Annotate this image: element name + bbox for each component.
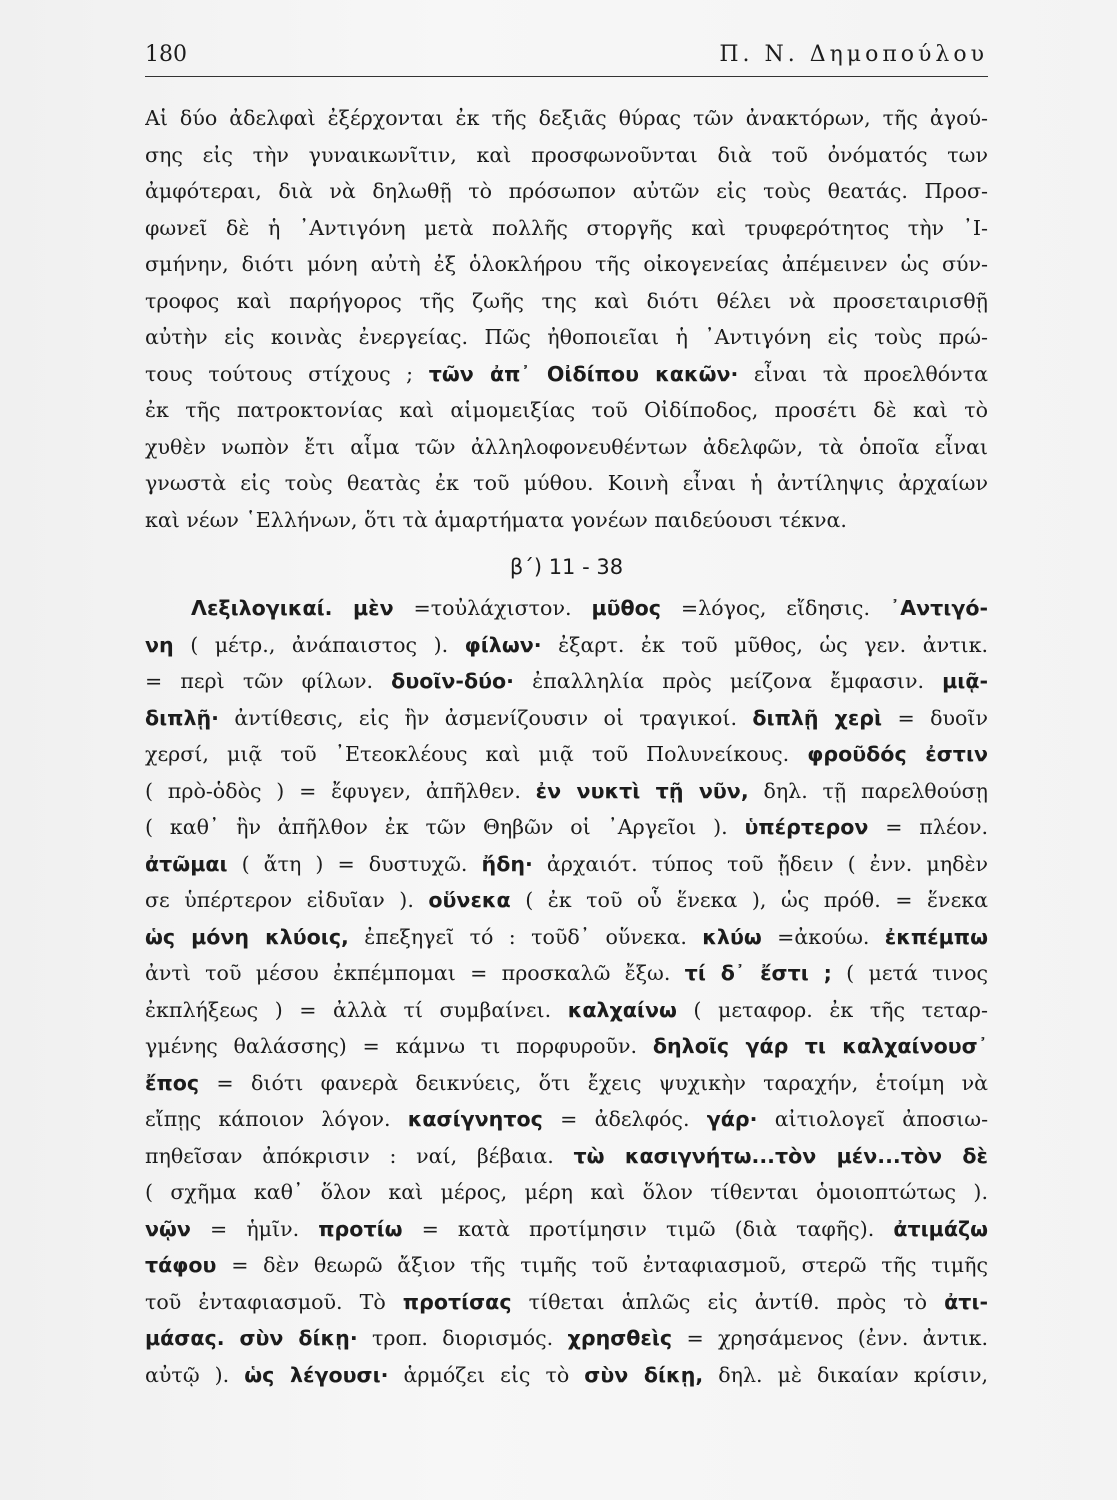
glossary-gloss: =λόγος, εἴδησις. bbox=[680, 596, 870, 620]
glossary-term: μῦθος bbox=[591, 596, 662, 620]
glossary-gloss: ἐπεξηγεῖ τό : τοῦδ᾿ οὕνεκα. bbox=[364, 924, 687, 949]
glossary-line bbox=[145, 590, 988, 627]
glossary-gloss: ( πρὸ-ὁδὸς ) = ἔφυγεν, ἀπῆλθεν. bbox=[145, 778, 521, 803]
glossary-gloss: ( ἐκ τοῦ οὗ ἕνεκα ), ὡς πρόθ. = ἕνεκα bbox=[525, 888, 988, 912]
glossary-term: γάρ· bbox=[706, 1107, 758, 1131]
glossary-gloss: ἀντίθεσις, εἰς ἣν ἀσμενίζουσιν οἱ τραγικοί. bbox=[234, 705, 738, 730]
text-line: τροφος καὶ παρήγορος τῆς ζωῆς της καὶ διότι θέλει νὰ προσεταιρισθῇ bbox=[145, 288, 988, 313]
glossary-gloss: = ἡμῖν. bbox=[210, 1216, 300, 1241]
glossary-term: ἀτι- bbox=[944, 1289, 988, 1314]
glossary-line bbox=[145, 1065, 988, 1102]
glossary-term: μάσας. σὺν δίκῃ· bbox=[145, 1326, 358, 1350]
glossary-term: ὑπέρτερον bbox=[744, 815, 869, 839]
glossary-term: φροῦδός ἐστιν bbox=[807, 742, 988, 766]
glossary-gloss: ἁρμόζει εἰς τὸ bbox=[403, 1362, 570, 1387]
glossary-term: τὼ κασιγνήτω...τὸν μέν...τὸν δὲ bbox=[573, 1143, 988, 1168]
glossary-term: ἐκπέμπω bbox=[884, 924, 988, 949]
glossary-gloss: ἐπαλληλία πρὸς μείζονα ἔμφασιν. bbox=[532, 669, 925, 693]
glossary-line bbox=[145, 919, 988, 956]
glossary-gloss: αἰτιολογεῖ ἀποσιω- bbox=[774, 1107, 988, 1131]
page-header bbox=[145, 40, 988, 77]
quoted-term: τῶν ἀπ᾿ Οἰδίπου κακῶν· bbox=[428, 361, 739, 386]
glossary-gloss: = δὲν θεωρῶ ἄξιον τῆς τιμῆς τοῦ ἐνταφιασμοῦ, στερῶ τῆς τιμῆς bbox=[231, 1253, 988, 1277]
glossary-gloss: = κατὰ προτίμησιν τιμῶ (διὰ ταφῆς). bbox=[421, 1216, 875, 1241]
glossary-line bbox=[145, 1320, 988, 1357]
glossary-term: ἤδη· bbox=[481, 851, 533, 876]
text-line: αὐτὴν εἰς κοινὰς ἐνεργείας. Πῶς ἠθοποιεῖαι ἡ ᾿Αντιγόνη εἰς τοὺς πρώ- bbox=[145, 325, 988, 349]
text-run: τους τούτους στίχους ; bbox=[145, 361, 414, 386]
glossary-line bbox=[145, 1138, 988, 1175]
glossary-gloss: ( μετά τινος bbox=[846, 961, 988, 985]
glossary-gloss: πηθεῖσαν ἀπόκρισιν : ναί, βέβαια. bbox=[145, 1143, 554, 1168]
text-run: εἶναι τὰ προελθόντα bbox=[753, 361, 988, 386]
glossary-line bbox=[145, 1357, 988, 1394]
glossary-line bbox=[145, 773, 988, 810]
glossary-line bbox=[145, 627, 988, 664]
section-heading: β΄) 11 - 38 bbox=[509, 555, 624, 579]
page-number: 180 bbox=[145, 42, 187, 67]
glossary-gloss: = δυοῖν bbox=[897, 705, 988, 730]
text-line: σης εἰς τὴν γυναικωνῖτιν, καὶ προσφωνοῦνται διὰ τοῦ ὀνόματός των bbox=[145, 142, 988, 167]
glossary-gloss: ( μεταφορ. ἐκ τῆς τεταρ- bbox=[693, 997, 988, 1022]
commentary-paragraph bbox=[145, 100, 988, 538]
glossary-gloss: εἴπῃς κάποιον λόγον. bbox=[145, 1107, 391, 1131]
glossary-term: μιᾷ- bbox=[942, 669, 988, 693]
glossary-line bbox=[145, 663, 988, 700]
text-line: ἀμφότεραι, διὰ νὰ δηλωθῇ τὸ πρόσωπον αὐτῶν εἰς τοὺς θεατάς. Προσ- bbox=[145, 179, 988, 203]
glossary-gloss: ἀντὶ τοῦ μέσου ἐκπέμπομαι = προσκαλῶ ἔξω. bbox=[145, 961, 671, 985]
glossary-gloss: =ἀκούω. bbox=[777, 924, 870, 949]
glossary-term: προτίσας bbox=[402, 1289, 512, 1314]
glossary-gloss: τίθεται ἁπλῶς εἰς ἀντίθ. πρὸς τὸ bbox=[528, 1289, 928, 1314]
text-line: γνωστὰ εἰς τοὺς θεατὰς ἐκ τοῦ μύθου. Κοινὴ εἶναι ἡ ἀντίληψις ἀρχαίων bbox=[145, 471, 988, 495]
glossary-term: ὡς λέγουσι· bbox=[244, 1362, 389, 1387]
glossary-term: κλύω bbox=[702, 924, 762, 949]
glossary-gloss: = περὶ τῶν φίλων. bbox=[145, 669, 374, 693]
glossary-gloss: τοῦ ἐνταφιασμοῦ. Τὸ bbox=[145, 1289, 386, 1314]
glossary-term: σὺν δίκῃ, bbox=[584, 1362, 704, 1387]
glossary-term: Λεξιλογικαί. μὲν bbox=[191, 596, 394, 620]
glossary-gloss: γμένης θαλάσσης) = κάμνω τι πορφυροῦν. bbox=[145, 1034, 638, 1058]
glossary-term: νῷν bbox=[145, 1216, 191, 1241]
glossary-gloss: σε ὑπέρτερον εἰδυῖαν ). bbox=[145, 888, 414, 912]
glossary-block bbox=[145, 590, 988, 1393]
glossary-line bbox=[145, 1211, 988, 1248]
glossary-gloss: δηλ. μὲ δικαίαν κρίσιν, bbox=[718, 1362, 988, 1387]
glossary-term: ἔπος bbox=[145, 1070, 200, 1095]
text-line: καὶ νέων ῾Ελλήνων, ὅτι τὰ ἁμαρτήματα γονέων παιδεύουσι τέκνα. bbox=[145, 507, 847, 532]
glossary-term: δηλοῖς γάρ τι καλχαίνουσ᾿ bbox=[652, 1034, 988, 1058]
glossary-gloss: = διότι φανερὰ δεικνύεις, ὅτι ἔχεις ψυχικὴν ταραχήν, ἑτοίμη νὰ bbox=[216, 1070, 988, 1095]
glossary-term: οὕνεκα bbox=[428, 888, 511, 912]
glossary-line bbox=[145, 955, 988, 992]
glossary-term: ἐν νυκτὶ τῇ νῦν, bbox=[535, 778, 749, 803]
body-text bbox=[145, 100, 988, 1393]
glossary-line bbox=[145, 882, 988, 919]
glossary-term: ᾿Αντιγό- bbox=[889, 596, 988, 620]
glossary-gloss: αὐτῷ ). bbox=[145, 1362, 230, 1387]
glossary-term: προτίω bbox=[318, 1216, 403, 1241]
glossary-gloss: =τοὐλάχιστον. bbox=[413, 596, 572, 620]
glossary-line bbox=[145, 809, 988, 846]
glossary-term: τί δ᾿ ἔστι ; bbox=[684, 961, 832, 985]
text-line: Αἱ δύο ἀδελφαὶ ἐξέρχονται ἐκ τῆς δεξιᾶς θύρας τῶν ἀνακτόρων, τῆς ἀγού- bbox=[145, 106, 988, 130]
glossary-term: φίλων· bbox=[464, 632, 542, 657]
glossary-gloss: ἐκπλήξεως ) = ἀλλὰ τί συμβαίνει. bbox=[145, 997, 552, 1022]
glossary-term: τάφου bbox=[145, 1253, 217, 1277]
text-line: ἐκ τῆς πατροκτονίας καὶ αἱμομειξίας τοῦ Οἰδίποδος, προσέτι δὲ καὶ τὸ bbox=[145, 398, 988, 422]
text-line: χυθὲν νωπὸν ἔτι αἷμα τῶν ἀλληλοφονευθέντων ἀδελφῶν, τὰ ὁποῖα εἶναι bbox=[145, 434, 988, 459]
glossary-term: καλχαίνω bbox=[567, 997, 677, 1022]
glossary-term: διπλῇ· bbox=[145, 705, 219, 730]
glossary-line bbox=[145, 992, 988, 1029]
glossary-gloss: = πλέον. bbox=[885, 815, 988, 839]
glossary-line bbox=[145, 1174, 988, 1211]
glossary-gloss: χερσί, μιᾷ τοῦ ᾿Ετεοκλέους καὶ μιᾷ τοῦ Πολυνείκους. bbox=[145, 742, 790, 766]
glossary-gloss: ἀρχαιότ. τύπος τοῦ ᾔδειν ( ἐνν. μηδὲν bbox=[546, 851, 988, 876]
text-line: σμήνην, διότι μόνη αὐτὴ ἐξ ὁλοκλήρου τῆς οἰκογενείας ἀπέμεινεν ὡς σύν- bbox=[145, 252, 988, 276]
glossary-gloss: ( ἄτη ) = δυστυχῶ. bbox=[241, 851, 468, 876]
glossary-line bbox=[145, 700, 988, 737]
glossary-gloss: ἐξαρτ. ἐκ τοῦ μῦθος, ὡς γεν. ἀντικ. bbox=[558, 632, 988, 657]
glossary-term: διπλῇ χερὶ bbox=[752, 705, 883, 730]
glossary-gloss: ( καθ᾿ ἣν ἀπῆλθον ἐκ τῶν Θηβῶν οἱ ᾿Αργεῖοι ). bbox=[145, 815, 728, 839]
glossary-term: ὡς μόνη κλύοις, bbox=[145, 924, 349, 949]
glossary-line bbox=[145, 1028, 988, 1065]
glossary-term: κασίγνητος bbox=[407, 1107, 543, 1131]
text-line bbox=[145, 356, 988, 393]
glossary-gloss: δηλ. τῇ παρελθούσῃ bbox=[763, 778, 988, 803]
glossary-line bbox=[145, 846, 988, 883]
glossary-term: χρησθεὶς bbox=[567, 1326, 673, 1350]
glossary-term: ἀτῶμαι bbox=[145, 851, 228, 876]
glossary-line bbox=[145, 736, 988, 773]
glossary-line bbox=[145, 1247, 988, 1284]
glossary-gloss: = ἀδελφός. bbox=[560, 1107, 690, 1131]
glossary-gloss: ( μέτρ., ἀνάπαιστος ). bbox=[190, 632, 449, 657]
glossary-term: δυοῖν-δύο· bbox=[391, 669, 515, 693]
glossary-term: ἀτιμάζω bbox=[893, 1216, 988, 1241]
glossary-gloss: = χρησάμενος (ἐνν. ἀντικ. bbox=[686, 1326, 988, 1350]
running-head: Π. Ν. Δημοπούλου bbox=[719, 42, 988, 67]
glossary-term: νη bbox=[145, 632, 174, 657]
glossary-gloss: τροπ. διορισμός. bbox=[371, 1326, 554, 1350]
glossary-gloss: ( σχῆμα καθ᾿ ὅλον καὶ μέρος, μέρη καὶ ὅλον τίθενται ὁμοιοπτώτως ). bbox=[145, 1180, 988, 1204]
text-line: φωνεῖ δὲ ἡ ᾿Αντιγόνη μετὰ πολλῆς στοργῆς καὶ τρυφερότητος τὴν ᾿Ι- bbox=[145, 215, 988, 240]
glossary-line bbox=[145, 1284, 988, 1321]
glossary-line bbox=[145, 1101, 988, 1138]
